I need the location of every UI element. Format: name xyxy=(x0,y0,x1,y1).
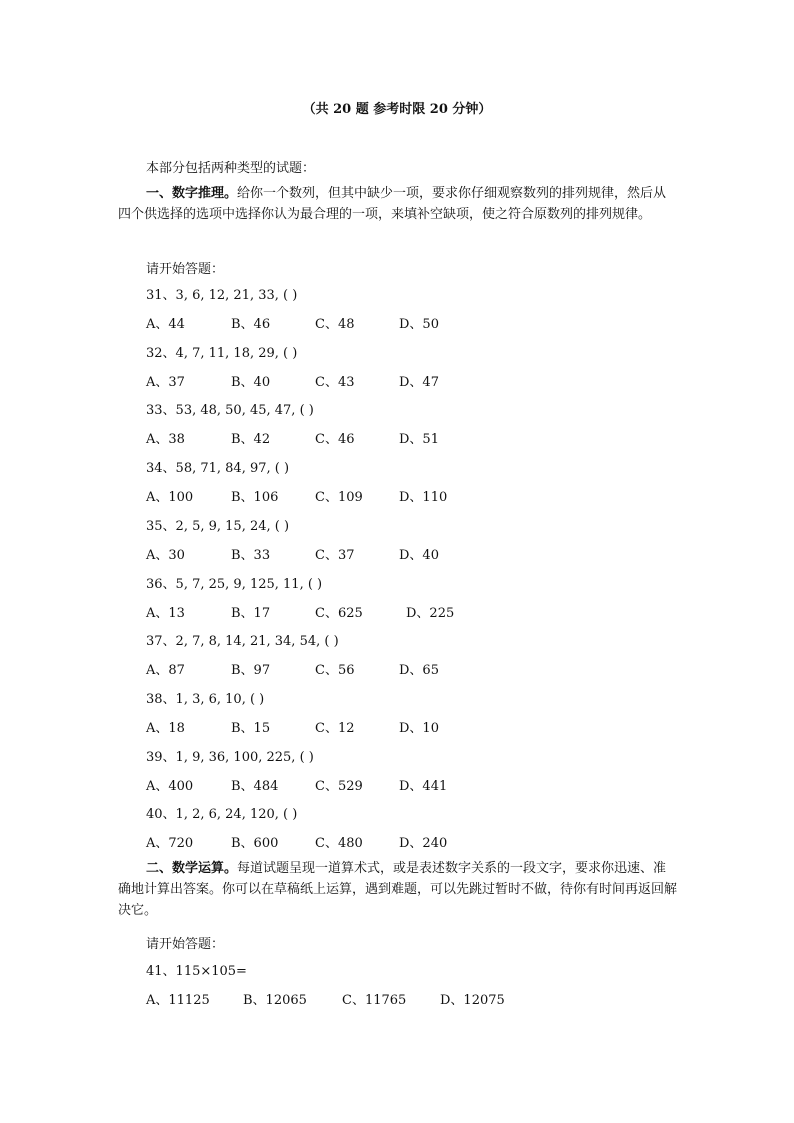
section2-text: 每道试题呈现一道算术式，或是表述数字关系的一段文字，要求你迅速、准确地计算出答案。你可以在草稿纸上运算，遇到难题，可以先跳过暂时不做，待你有时间再返回解决它。 xyxy=(118,861,678,918)
section2-heading: 二、数学运算。 xyxy=(146,861,238,876)
question-stem: 41、115×105= xyxy=(146,964,247,979)
answer-option: B、46 xyxy=(231,317,271,332)
question-stem: 40、1, 2, 6, 24, 120, ( ) xyxy=(146,807,298,823)
answer-option: B、15 xyxy=(231,720,271,736)
answer-option: A、30 xyxy=(146,547,185,563)
question-stem: 31、3, 6, 12, 21, 33, ( ) xyxy=(146,288,298,303)
answer-option: D、47 xyxy=(399,374,439,390)
answer-option: A、18 xyxy=(146,720,185,736)
section1-text: 给你一个数列，但其中缺少一项，要求你仔细观察数列的排列规律，然后从四个供选择的选项中选择你认为最合理的一项，来填补空缺项，使之符合原数列的排列规律。 xyxy=(118,186,667,222)
question-stem: 37、2, 7, 8, 14, 21, 34, 54, ( ) xyxy=(146,634,339,650)
answer-option: A、11125 xyxy=(146,993,210,1008)
answer-option: A、38 xyxy=(146,432,185,448)
section1-description xyxy=(118,183,678,225)
question-stem: 36、5, 7, 25, 9, 125, 11, ( ) xyxy=(146,576,323,592)
answer-option: A、37 xyxy=(146,374,185,390)
answer-option: A、100 xyxy=(146,490,194,506)
section1-start: 请开始答题： xyxy=(146,262,225,277)
answer-option: A、720 xyxy=(146,836,194,852)
answer-option: A、87 xyxy=(146,663,185,679)
answer-option: B、600 xyxy=(231,836,279,852)
answer-option: D、110 xyxy=(399,490,448,506)
answer-option: C、529 xyxy=(315,778,363,794)
answer-option: C、625 xyxy=(315,605,363,621)
section2-description xyxy=(118,858,678,921)
answer-option: B、97 xyxy=(231,663,271,679)
question-stem: 34、58, 71, 84, 97, ( ) xyxy=(146,461,290,477)
answer-option: D、40 xyxy=(399,547,439,563)
answer-option: B、17 xyxy=(231,605,271,621)
answer-option: B、40 xyxy=(231,374,271,390)
answer-option: C、11765 xyxy=(342,993,407,1008)
answer-option: A、400 xyxy=(146,778,194,794)
answer-option: D、65 xyxy=(399,663,439,679)
answer-option: C、43 xyxy=(315,374,355,390)
answer-option: D、50 xyxy=(399,317,439,332)
answer-option: C、109 xyxy=(315,490,363,506)
answer-option: D、441 xyxy=(399,778,448,794)
answer-option: D、12075 xyxy=(440,993,505,1008)
answer-option: D、240 xyxy=(399,836,448,852)
answer-option: B、33 xyxy=(231,547,271,563)
answer-option: C、56 xyxy=(315,663,355,679)
question-stem: 33、53, 48, 50, 45, 47, ( ) xyxy=(146,403,314,419)
answer-option: A、44 xyxy=(146,317,185,332)
section2-start: 请开始答题： xyxy=(146,937,225,952)
question-stem: 38、1, 3, 6, 10, ( ) xyxy=(146,691,265,707)
answer-option: A、13 xyxy=(146,605,185,621)
answer-option: D、10 xyxy=(399,720,439,736)
page-title: （共 20 题 参考时限 20 分钟） xyxy=(302,102,492,117)
answer-option: C、37 xyxy=(315,547,355,563)
question-stem: 39、1, 9, 36, 100, 225, ( ) xyxy=(146,749,314,765)
answer-option: C、12 xyxy=(315,720,355,736)
answer-option: D、51 xyxy=(399,432,439,448)
answer-option: D、225 xyxy=(406,605,455,621)
answer-option: B、106 xyxy=(231,490,279,506)
answer-option: B、12065 xyxy=(243,993,307,1008)
answer-option: B、484 xyxy=(231,778,279,794)
question-stem: 35、2, 5, 9, 15, 24, ( ) xyxy=(146,518,290,534)
intro-text: 本部分包括两种类型的试题： xyxy=(146,161,316,176)
answer-option: B、42 xyxy=(231,432,271,448)
answer-option: C、48 xyxy=(315,317,355,332)
answer-option: C、480 xyxy=(315,836,363,852)
question-stem: 32、4, 7, 11, 18, 29, ( ) xyxy=(146,345,298,361)
section1-heading: 一、数字推理。 xyxy=(146,186,238,201)
answer-option: C、46 xyxy=(315,432,355,448)
